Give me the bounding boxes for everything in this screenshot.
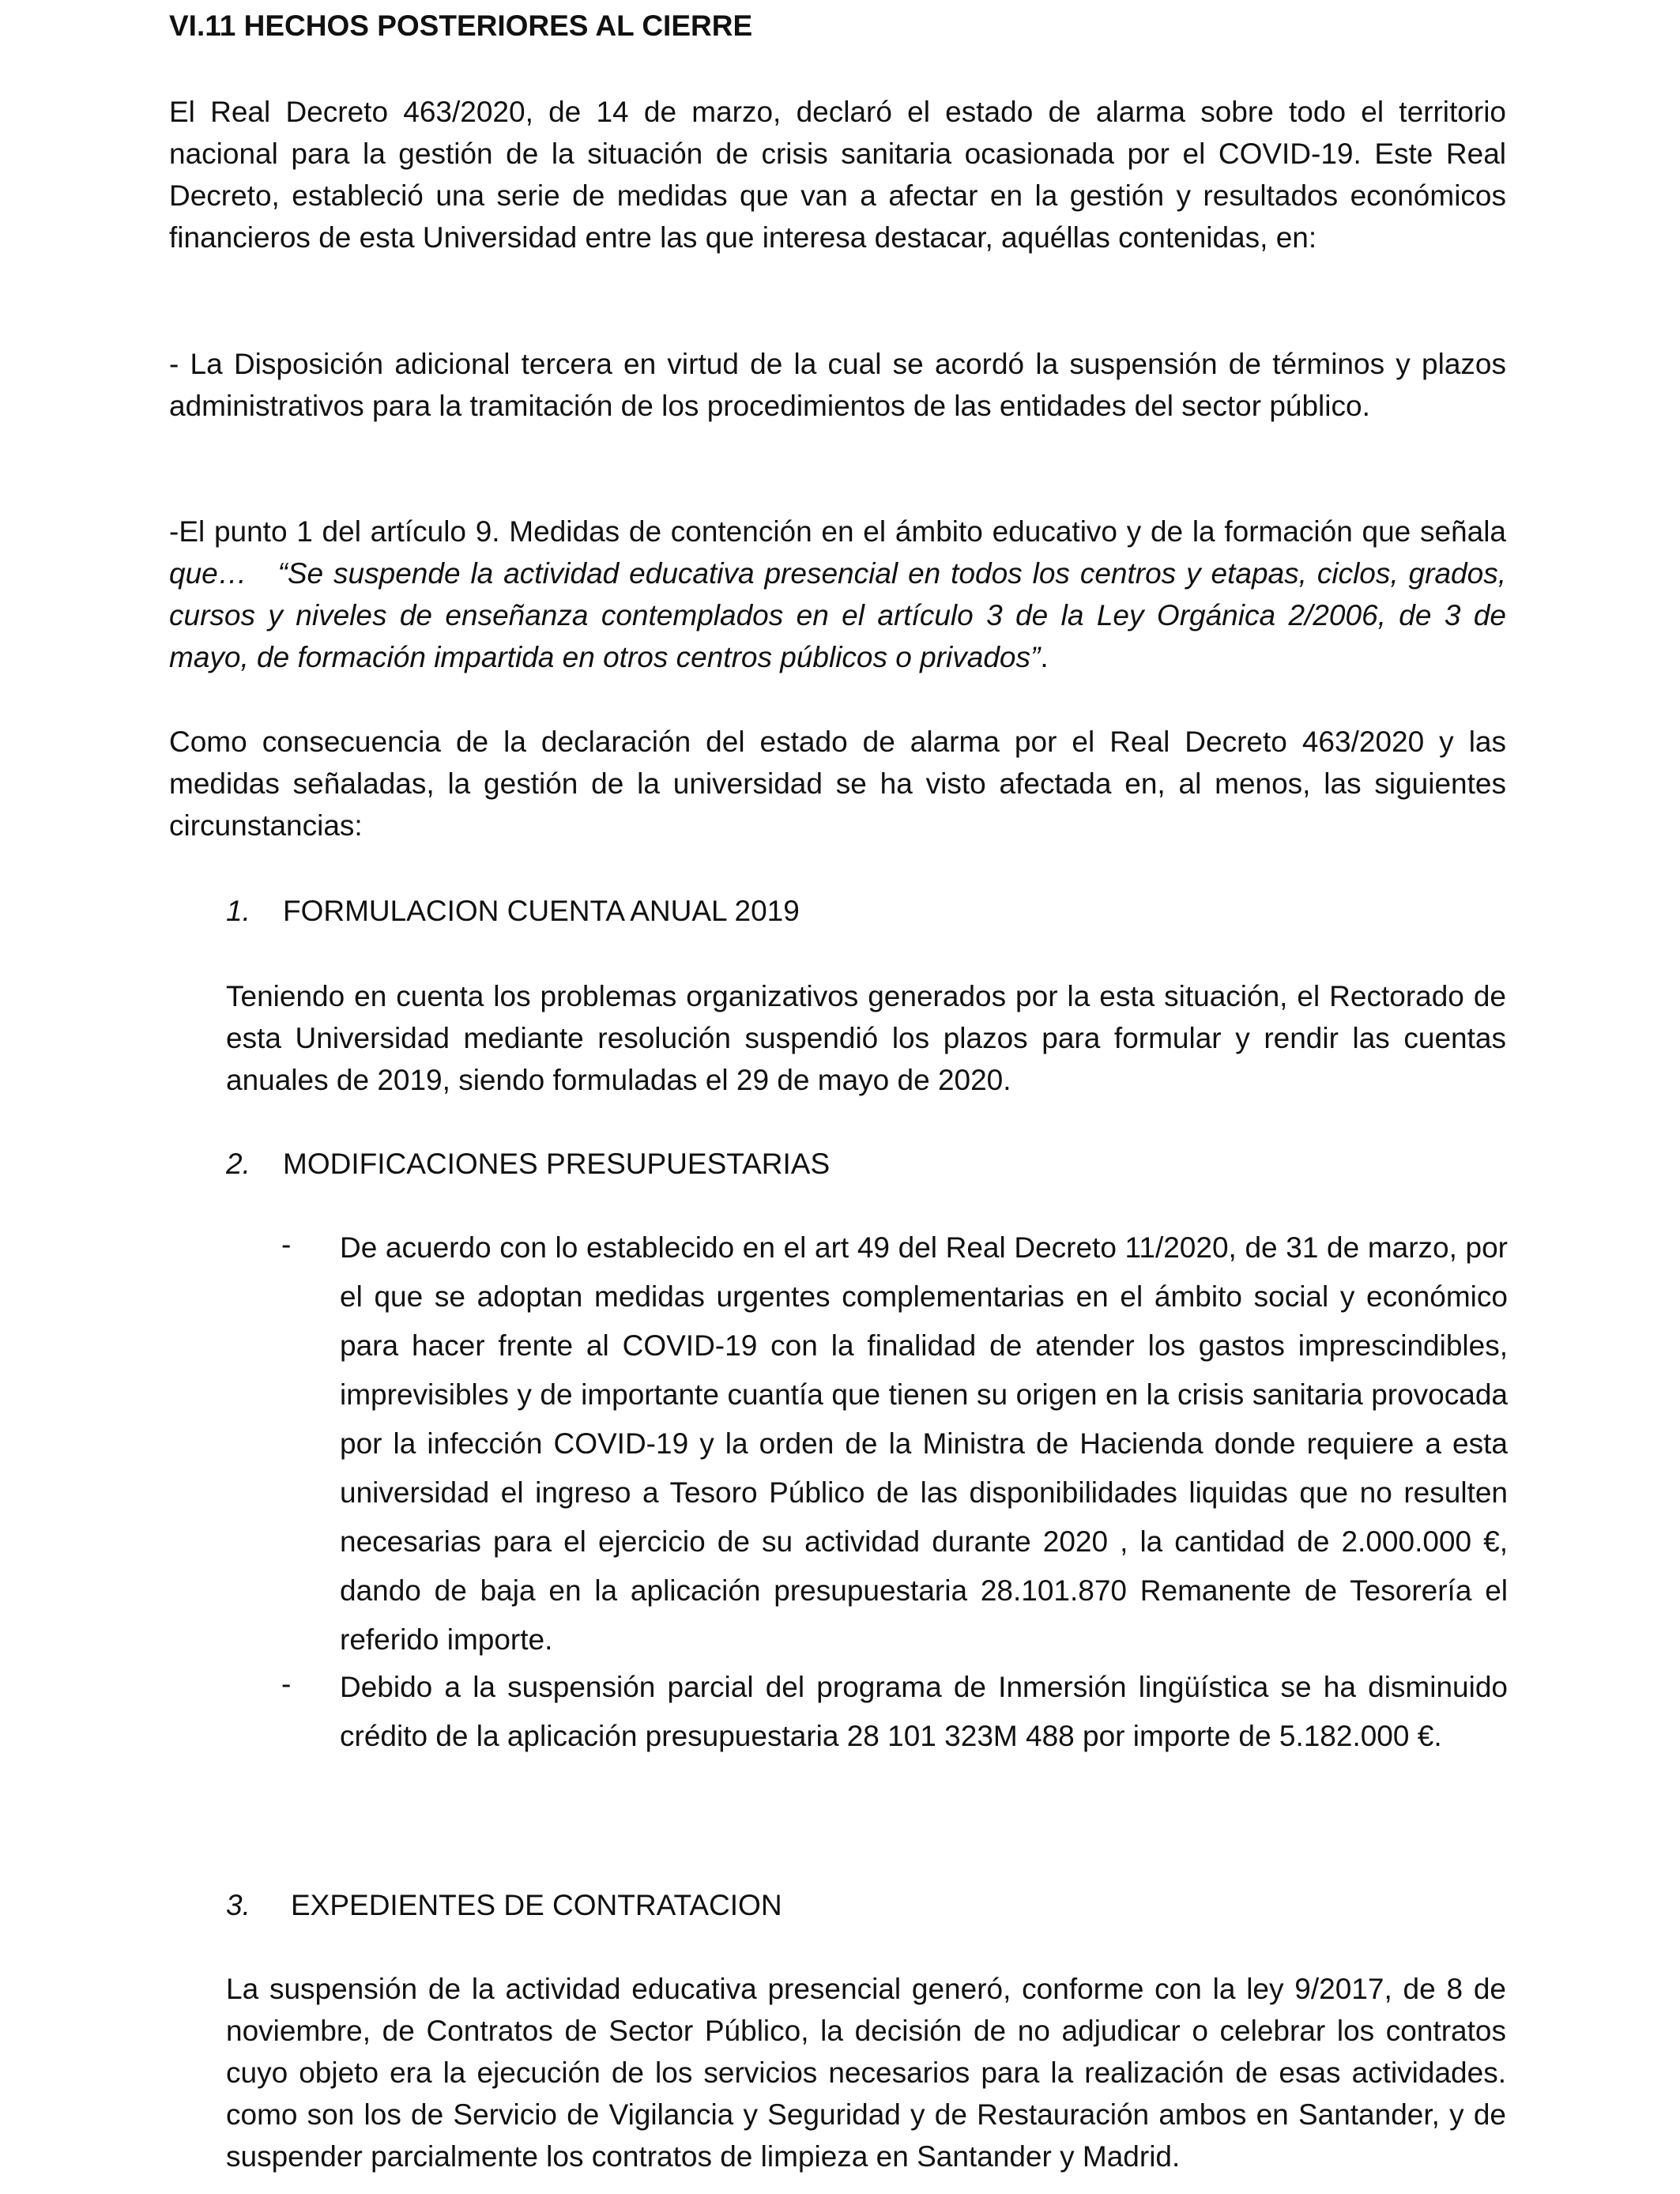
section-3-number: 3. xyxy=(226,1889,250,1921)
section-3-body: La suspensión de la actividad educativa presencial generó, conforme con la ley 9/2017, de 8 de noviembre, de Contratos de Sector Público, la decisión de no adjudicar o celebrar los contratos cuyo objeto era la ejecución de los servicios necesarios para la realización de esas actividades. como son los de Servicio de Vigilancia y Seguridad y de Restauración ambos en Santander, y de suspender parcialmente los contratos de limpieza en Santander y Madrid. xyxy=(226,1973,1506,2173)
section-3-title xyxy=(226,1884,1490,1926)
section-2-number: 2. xyxy=(226,1148,250,1180)
section-1-title xyxy=(226,890,1490,932)
intro-paragraph: El Real Decreto 463/2020, de 14 de marzo, declaró el estado de alarma sobre todo el territorio nacional para la gestión de la situación de crisis sanitaria ocasionada por el COVID-19. Este Real Decreto, estableció una serie de medidas que van a afectar en la gestión y resultados económicos financieros de esta Universidad entre las que interesa destacar, aquéllas contenidas, en: xyxy=(169,96,1506,254)
section-heading: VI.11 HECHOS POSTERIORES AL CIERRE xyxy=(169,9,753,42)
section-2-title-text: MODIFICACIONES PRESUPUESTARIAS xyxy=(283,1148,831,1180)
bullet-dash: - xyxy=(281,1228,292,1261)
section-1-body: Teniendo en cuenta los problemas organizativos generados por la esta situación, el Rectorado de esta Universidad mediante resolución suspendió los plazos para formular y rendir las cuentas anuales de 2019, siendo formuladas el 29 de mayo de 2020. xyxy=(226,980,1506,1096)
disposicion-item: - La Disposición adicional tercera en virtud de la cual se acordó la suspensión de términos y plazos administrativos para la tramitación de los procedimientos de las entidades del sector público. xyxy=(169,348,1506,422)
articulo-end: . xyxy=(1040,641,1049,673)
articulo-quote: “Se suspende la actividad educativa presencial en todos los centros y etapas, ciclos, grados, cursos y niveles de enseñanza contemplados en el artículo 3 de la Ley Orgánica 2/2006, de 3 de mayo, de formación impartida en otros centros públicos o privados” xyxy=(169,557,1506,673)
consecuencia-paragraph: Como consecuencia de la declaración del estado de alarma por el Real Decreto 463/2020 y las medidas señaladas, la gestión de la universidad se ha visto afectada en, al menos, las siguientes circunstancias: xyxy=(169,726,1506,842)
bullet-text: Debido a la suspensión parcial del programa de Inmersión lingüística se ha disminuido crédito de la aplicación presupuestaria 28 101 323M 488 por importe de 5.182.000 €. xyxy=(340,1671,1508,1752)
section-1-title-text: FORMULACION CUENTA ANUAL 2019 xyxy=(283,895,800,927)
bullet-text: De acuerdo con lo establecido en el art 49 del Real Decreto 11/2020, de 31 de marzo, por el que se adoptan medidas urgentes complementarias en el ámbito social y económico para hacer frente al COVID-19 con la finalidad de atender los gastos imprescindibles, imprevisibles y de importante cuantía que tienen su origen en la crisis sanitaria provocada por la infección COVID-19 y la orden de la Ministra de Hacienda donde requiere a esta universidad el ingreso a Tesoro Público de las disponibilidades liquidas que no resulten necesarias para el ejercicio de su actividad durante 2020 , la cantidad de 2.000.000 €, dando de baja en la aplicación presupuestaria 28.101.870 Remanente de Tesorería el referido importe. xyxy=(340,1231,1508,1656)
section-1-number: 1. xyxy=(226,895,250,927)
bullet-dash: - xyxy=(281,1668,292,1700)
articulo-item xyxy=(169,511,1506,678)
section-3-title-text: EXPEDIENTES DE CONTRATACION xyxy=(291,1889,782,1921)
section-2-title xyxy=(226,1143,1490,1185)
articulo-que: que… xyxy=(169,557,247,590)
articulo-lead: -El punto 1 del artículo 9. Medidas de contención en el ámbito educativo y de la formación que señala xyxy=(169,515,1506,548)
